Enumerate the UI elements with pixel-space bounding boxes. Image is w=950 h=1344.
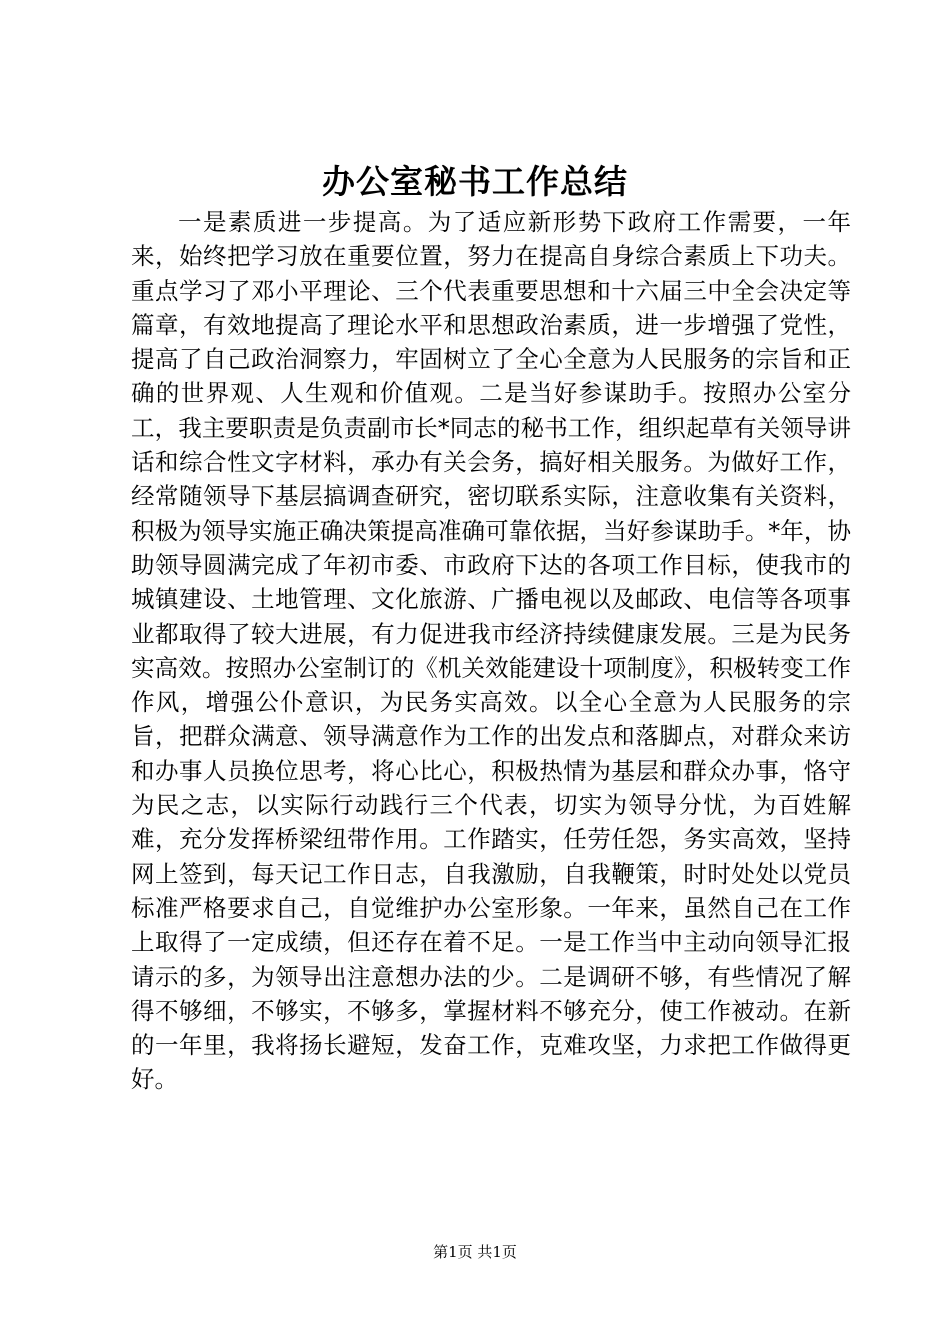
body-paragraph: 一是素质进一步提高。为了适应新形势下政府工作需要，一年来，始终把学习放在重要位置，努力在提高自身综合素质上下功夫。重点学习了邓小平理论、三个代表重要思想和十六届三中全会决定等篇章，有效地提高了理论水平和思想政治素质，进一步增强了党性，提高了自己政治洞察力，牢固树立了全心全意为人民服务的宗旨和正确的世界观、人生观和价值观。二是当好参谋助手。按照办公室分工，我主要职责是负责副市长*同志的秘书工作，组织起草有关领导讲话和综合性文字材料，承办有关会务，搞好相关服务。为做好工作，经常随领导下基层搞调查研究，密切联系实际，注意收集有关资料，积极为领导实施正确决策提高准确可靠依据，当好参谋助手。*年，协助领导圆满完成了年初市委、市政府下达的各项工作目标，使我市的城镇建设、土地管理、文化旅游、广播电视以及邮政、电信等各项事业都取得了较大进展，有力促进我市经济持续健康发展。三是为民务实高效。按照办公室制订的《机关效能建设十项制度》，积极转变工作作风，增强公仆意识，为民务实高效。以全心全意为人民服务的宗旨，把群众满意、领导满意作为工作的出发点和落脚点，对群众来访和办事人员换位思考，将心比心，积极热情为基层和群众办事，恪守为民之志，以实际行动践行三个代表，切实为领导分忧，为百姓解难，充分发挥桥梁纽带作用。工作踏实，任劳任怨，务实高效，坚持网上签到，每天记工作日志，自我激励，自我鞭策，时时处处以党员标准严格要求自己，自觉维护办公室形象。一年来，虽然自己在工作上取得了一定成绩，但还存在着不足。一是工作当中主动向领导汇报请示的多，为领导出注意想办法的少。二是调研不够，有些情况了解得不够细，不够实，不够多，掌握材料不够充分，使工作被动。在新的一年里，我将扬长避短，发奋工作，克难攻坚，力求把工作做得更好。	[131, 208, 851, 1094]
page-title: 办公室秘书工作总结	[322, 162, 628, 201]
page-footer: 第1页 共1页	[433, 1243, 517, 1261]
